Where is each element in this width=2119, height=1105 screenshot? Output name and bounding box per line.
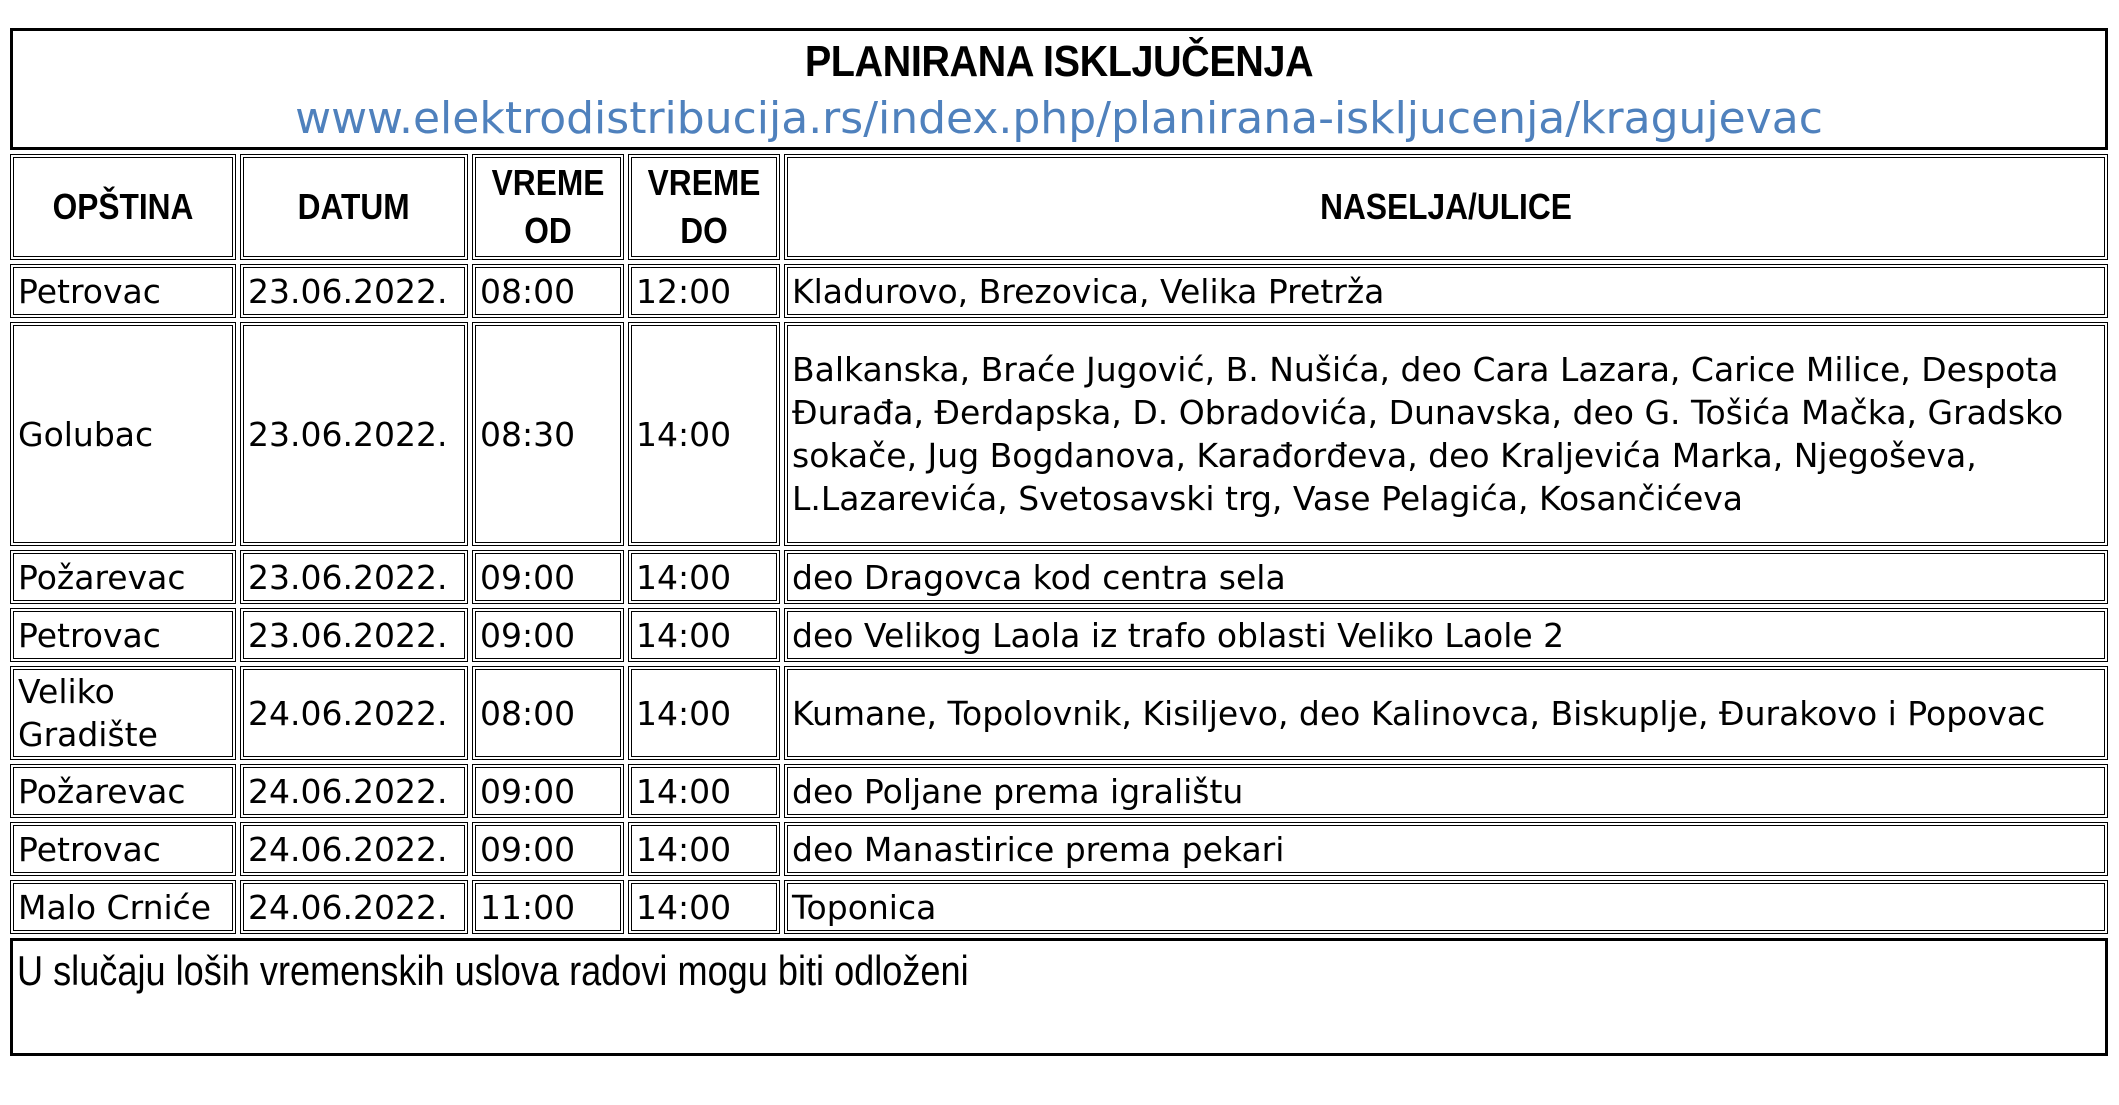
- cell-naselja: deo Poljane prema igralištu: [784, 764, 2108, 818]
- cell-opstina: Petrovac: [10, 608, 236, 662]
- table-row: [10, 264, 2108, 318]
- cell-datum: 24.06.2022.: [240, 822, 468, 876]
- cell-naselja: Kladurovo, Brezovica, Velika Pretrža: [784, 264, 2108, 318]
- cell-vreme-do: 14:00: [628, 880, 780, 934]
- cell-datum: 24.06.2022.: [240, 764, 468, 818]
- cell-vreme-do: 12:00: [628, 264, 780, 318]
- table-header-row: [10, 154, 2108, 260]
- cell-opstina: Požarevac: [10, 764, 236, 818]
- page-title: PLANIRANA ISKLJUČENJA: [804, 37, 1314, 86]
- cell-datum: 23.06.2022.: [240, 550, 468, 604]
- table-row: [10, 550, 2108, 604]
- cell-vreme-do: 14:00: [628, 666, 780, 760]
- table-row: [10, 822, 2108, 876]
- footer-note-box: [10, 938, 2108, 1056]
- cell-vreme-do: 14:00: [628, 322, 780, 546]
- cell-opstina: Petrovac: [10, 822, 236, 876]
- cell-opstina: Golubac: [10, 322, 236, 546]
- cell-datum: 23.06.2022.: [240, 322, 468, 546]
- table-row: [10, 608, 2108, 662]
- column-header-vreme-do: VREME DO: [628, 154, 780, 260]
- cell-vreme-od: 08:00: [472, 264, 624, 318]
- cell-naselja: Toponica: [784, 880, 2108, 934]
- table-row: [10, 322, 2108, 546]
- cell-vreme-od: 11:00: [472, 880, 624, 934]
- cell-opstina: Veliko Gradište: [10, 666, 236, 760]
- footer-note: U slučaju loših vremenskih uslova radovi mogu biti odloženi: [17, 947, 969, 994]
- cell-naselja: deo Velikog Laola iz trafo oblasti Veliko Laole 2: [784, 608, 2108, 662]
- cell-vreme-od: 08:00: [472, 666, 624, 760]
- outage-table: [6, 150, 2112, 938]
- cell-datum: 24.06.2022.: [240, 666, 468, 760]
- cell-vreme-od: 08:30: [472, 322, 624, 546]
- cell-opstina: Požarevac: [10, 550, 236, 604]
- source-link[interactable]: www.elektrodistribucija.rs/index.php/planirana-iskljucenja/kragujevac: [295, 93, 1823, 144]
- cell-vreme-do: 14:00: [628, 550, 780, 604]
- cell-vreme-od: 09:00: [472, 822, 624, 876]
- title-box: [10, 28, 2108, 150]
- column-header-naselja: NASELJA/ULICE: [784, 154, 2108, 260]
- cell-vreme-do: 14:00: [628, 822, 780, 876]
- outage-notice: [10, 28, 2108, 1056]
- cell-vreme-do: 14:00: [628, 608, 780, 662]
- column-header-opstina: OPŠTINA: [10, 154, 236, 260]
- cell-datum: 24.06.2022.: [240, 880, 468, 934]
- table-row: [10, 880, 2108, 934]
- cell-naselja: Kumane, Topolovnik, Kisiljevo, deo Kalinovca, Biskuplje, Đurakovo i Popovac: [784, 666, 2108, 760]
- cell-naselja: deo Dragovca kod centra sela: [784, 550, 2108, 604]
- cell-opstina: Petrovac: [10, 264, 236, 318]
- cell-datum: 23.06.2022.: [240, 264, 468, 318]
- cell-datum: 23.06.2022.: [240, 608, 468, 662]
- column-header-vreme-od: VREME OD: [472, 154, 624, 260]
- cell-vreme-od: 09:00: [472, 550, 624, 604]
- cell-vreme-do: 14:00: [628, 764, 780, 818]
- table-row: [10, 764, 2108, 818]
- cell-vreme-od: 09:00: [472, 608, 624, 662]
- table-row: [10, 666, 2108, 760]
- cell-opstina: Malo Crniće: [10, 880, 236, 934]
- column-header-datum: DATUM: [240, 154, 468, 260]
- cell-vreme-od: 09:00: [472, 764, 624, 818]
- cell-naselja: deo Manastirice prema pekari: [784, 822, 2108, 876]
- cell-naselja: Balkanska, Braće Jugović, B. Nušića, deo Cara Lazara, Carice Milice, Despota Đurađa, Đerdapska, D. Obradovića, Dunavska, deo G. Tošića Mačka, Gradsko sokače, Jug Bogdanova, Karađorđeva, deo Kraljevića Marka, Njegoševa, L.Lazarevića, Svetosavski trg, Vase Pelagića, Kosančićeva: [784, 322, 2108, 546]
